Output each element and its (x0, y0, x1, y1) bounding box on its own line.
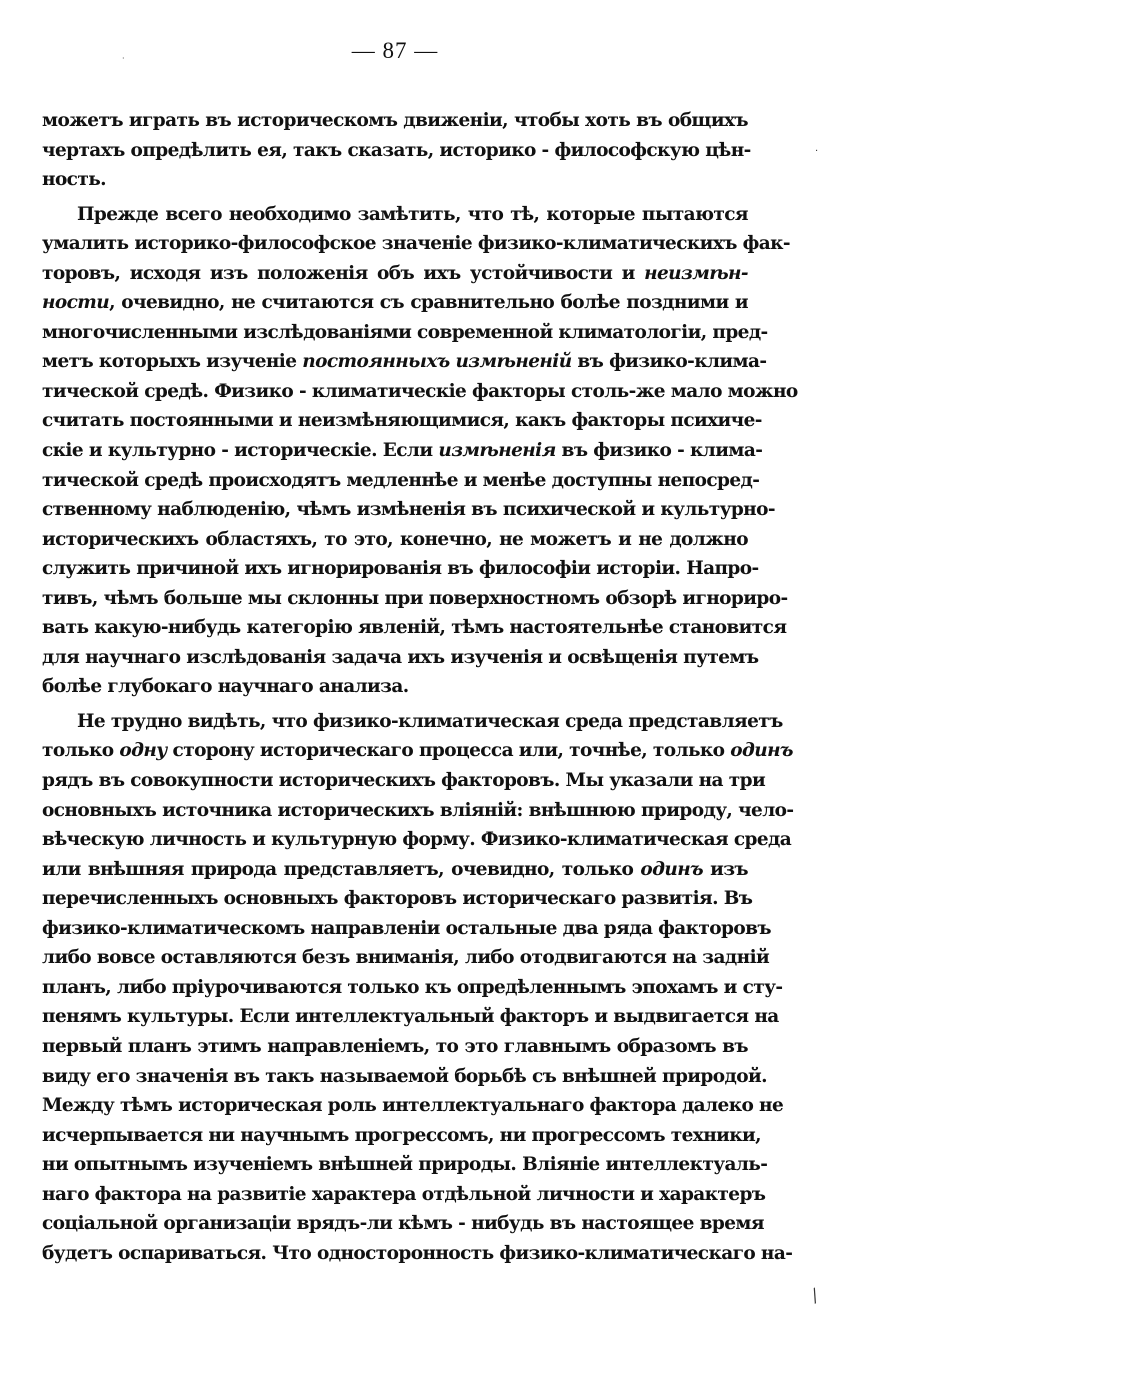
text-run: тической средѣ происходятъ медленнѣе и менѣе доступны непосред- (42, 469, 760, 491)
text-line (42, 884, 753, 914)
text-run: перечисленныхъ основныхъ факторовъ историческаго развитія. Въ (42, 888, 753, 910)
text-run: въ физико-клима- (571, 351, 767, 373)
text-line (42, 736, 793, 766)
text-line (42, 106, 748, 136)
text-run: чертахъ опредѣлить ея, такъ сказать, историко - философскую цѣн- (42, 139, 751, 161)
text-line (42, 200, 748, 230)
text-run: сторону историческаго процесса или, точнѣе, только (166, 740, 731, 762)
italic-text-run: одну (119, 740, 167, 762)
text-run: можетъ играть въ историческомъ движеніи, чтобы хоть въ общихъ (42, 110, 748, 131)
text-line (42, 1121, 762, 1151)
italic-text-run: одинъ (730, 740, 793, 762)
scan-speck-mark: · (815, 146, 819, 157)
text-run: наго фактора на развитіе характера отдѣльной личности и характеръ (42, 1183, 766, 1205)
text-run: виду его значенія въ такъ называемой борьбѣ съ внѣшней природой. (42, 1065, 767, 1087)
text-line (42, 707, 783, 737)
text-run: ственному наблюденію, чѣмъ измѣненія въ психической и культурно- (42, 499, 775, 521)
italic-text-run: ности (42, 292, 110, 314)
text-run: Между тѣмъ историческая роль интеллектуальнаго фактора далеко не (42, 1095, 784, 1117)
text-run: либо вовсе оставляются безъ вниманія, либо отодвигаются на задній (42, 947, 770, 969)
scan-speck-mark: · (122, 54, 125, 63)
page-number: — 87 — (351, 38, 439, 63)
text-line (42, 466, 760, 496)
italic-text-run: одинъ (640, 858, 703, 880)
text-line (42, 855, 748, 885)
text-line (42, 288, 748, 318)
text-run: физико-климатическомъ направленіи остальные два ряда факторовъ (42, 917, 771, 939)
text-run: основныхъ источника историческихъ вліяній: внѣшнюю природу, чело- (42, 799, 794, 821)
text-run: Не трудно видѣть, что физико-климатическая среда представляетъ (77, 710, 783, 732)
text-run: планъ, либо пріурочиваются только къ опредѣленнымъ эпохамъ и сту- (42, 976, 783, 998)
text-line (42, 643, 759, 673)
text-run: соціальной организаціи врядъ-ли кѣмъ - нибудь въ настоящее время (42, 1213, 764, 1235)
text-line (42, 165, 748, 195)
text-line (42, 554, 759, 584)
text-line (42, 136, 751, 166)
text-run: рядъ въ совокупности историческихъ факторовъ. Мы указали на три (42, 770, 766, 792)
text-run: умалить историко-философское значеніе физико-климатическихъ фак- (42, 233, 790, 255)
italic-text-run: измѣненія (438, 440, 556, 462)
text-run: ность. (42, 169, 107, 191)
text-line (42, 495, 775, 525)
text-line (42, 406, 762, 436)
body-text (42, 106, 798, 1268)
text-line (42, 613, 787, 643)
text-run: исчерпывается ни научнымъ прогрессомъ, ни прогрессомъ техники, (42, 1124, 762, 1146)
text-run: изъ (702, 858, 748, 880)
text-run: или внѣшняя природа представляетъ, очевидно, только (42, 858, 641, 880)
text-run: метъ которыхъ изученіе (42, 351, 303, 373)
text-run: только (42, 740, 120, 762)
text-line (42, 914, 771, 944)
text-line (42, 1032, 748, 1062)
text-run: Прежде всего необходимо замѣтить, что тѣ, которые пытаются (77, 203, 748, 225)
text-line (42, 525, 748, 555)
text-run: торовъ, исходя изъ положенія объ ихъ устойчивости и (42, 262, 645, 284)
text-run: служить причиной ихъ игнорированія въ философіи исторіи. Напро- (42, 558, 759, 580)
text-run: тивъ, чѣмъ больше мы склонны при поверхностномъ обзорѣ игнориро- (42, 587, 788, 609)
text-line (42, 584, 788, 614)
text-run: ни опытнымъ изученіемъ внѣшней природы. Вліяніе интеллектуаль- (42, 1154, 768, 1176)
text-line (42, 825, 792, 855)
text-run: будетъ оспариваться. Что односторонность физико-климатическаго на- (42, 1242, 793, 1264)
text-line (42, 318, 768, 348)
text-line (42, 766, 766, 796)
text-line (42, 672, 748, 702)
text-line (42, 1002, 779, 1032)
text-run: первый планъ этимъ направленіемъ, то это главнымъ образомъ въ (42, 1035, 748, 1057)
text-run: историческихъ областяхъ, то это, конечно, не можетъ и не должно (42, 528, 748, 550)
text-line (42, 1239, 793, 1269)
text-line (42, 943, 770, 973)
italic-text-run: постоянныхъ измѣненій (302, 351, 572, 373)
text-line (42, 1180, 766, 1210)
text-line (42, 436, 763, 466)
text-run: скіе и культурно - историческіе. Если (42, 440, 439, 462)
text-line (42, 377, 798, 407)
text-run: пенямъ культуры. Если интеллектуальный факторъ и выдвигается на (42, 1006, 779, 1028)
text-line (42, 796, 794, 826)
text-run: многочисленными изслѣдованіями современной климатологіи, пред- (42, 321, 768, 343)
text-run: вать какую-нибудь категорію явленій, тѣмъ настоятельнѣе становится (42, 617, 787, 639)
text-run: въ физико - клима- (555, 440, 763, 462)
text-line (42, 1150, 768, 1180)
text-line (42, 259, 748, 289)
paragraph (42, 200, 798, 702)
text-run: , очевидно, не считаются съ сравнительно болѣе поздними и (109, 292, 748, 314)
text-line (42, 1091, 784, 1121)
text-line (42, 347, 767, 377)
text-line (42, 973, 783, 1003)
paragraph (42, 707, 794, 1268)
text-run: для научнаго изслѣдованія задача ихъ изученія и освѣщенія путемъ (42, 646, 759, 668)
text-run: болѣе глубокаго научнаго анализа. (42, 676, 409, 698)
paragraph (42, 106, 751, 195)
text-run: тической средѣ. Физико - климатическіе факторы столь-же мало можно (42, 380, 798, 402)
text-line (42, 1209, 764, 1239)
text-run: вѣческую личность и культурную форму. Физико-климатическая среда (42, 829, 792, 851)
scan-stroke-mark: ⁄ (808, 1287, 823, 1306)
text-line (42, 1062, 767, 1092)
text-run: считать постоянными и неизмѣняющимися, какъ факторы психиче- (42, 410, 762, 432)
italic-text-run: неизмѣн- (644, 262, 748, 284)
text-line (42, 229, 790, 259)
